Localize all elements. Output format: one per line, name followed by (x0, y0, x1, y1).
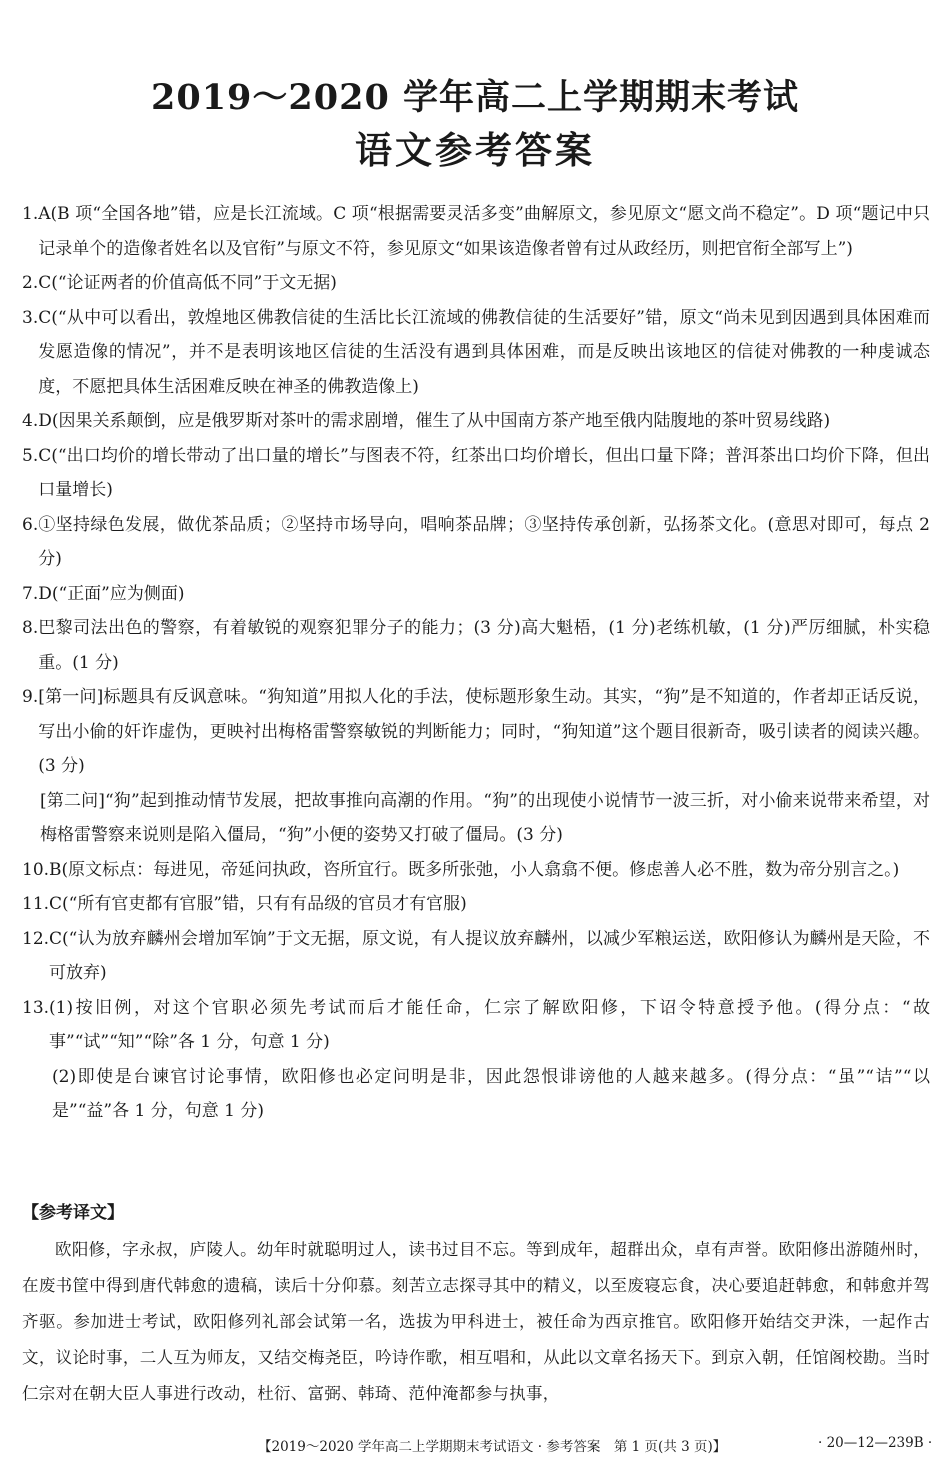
answer-text: C(“出口均价的增长带动了出口量的增长”与图表不符，红茶出口均价增长，但出口量下降；普洱茶出口均价下降，但出口量增长) (38, 445, 930, 500)
answer-text: C(“认为放弃麟州会增加军饷”于文无据，原文说，有人提议放弃麟州，以减少军粮运送，欧阳修认为麟州是天险，不可放弃) (49, 928, 930, 983)
translation-body: 欧阳修，字永叔，庐陵人。幼年时就聪明过人，读书过目不忘。等到成年，超群出众，卓有声誉。欧阳修出游随州时，在废书筐中得到唐代韩愈的遗稿，读后十分仰慕。刻苦立志探寻其中的精义，以至废寝忘食，决心要追赶韩愈，和韩愈并驾齐驱。参加进士考试，欧阳修列礼部会试第一名，选拔为甲科进士，被任命为西京推官。欧阳修开始结交尹洙，一起作古文，议论时事，二人互为师友，又结交梅尧臣，吟诗作歌，相互唱和，从此以文章名扬天下。到京入朝，任馆阁校勘。当时仁宗对在朝大臣人事进行改动，杜衍、富弼、韩琦、范仲淹都参与执事， (22, 1240, 930, 1403)
answer-item (22, 266, 930, 301)
answer-text: D(“正面”应为侧面) (38, 583, 185, 604)
answer-number: 5. (22, 445, 39, 466)
answer-item (22, 853, 930, 888)
answer-continuation: (2)即使是台谏官讨论事情，欧阳修也必定问明是非，因此怨恨诽谤他的人越来越多。(得分点：“虽”“诘”“以是”“益”各 1 分，句意 1 分) (52, 1066, 930, 1121)
answer-number: 7. (22, 583, 39, 604)
answer-text: (1)按旧例，对这个官职必须先考试而后才能任命，仁宗了解欧阳修，下诏令特意授予他。(得分点：“故事”“试”“知”“除”各 1 分，句意 1 分) (49, 997, 930, 1052)
answer-continuation: [第二问]“狗”起到推动情节发展，把故事推向高潮的作用。“狗”的出现使小说情节一波三折，对小偷来说带来希望，对梅格雷警察来说则是陷入僵局，“狗”小便的姿势又打破了僵局。(3 分) (40, 790, 930, 845)
answer-text: B(原文标点：每进见，帝延问执政，咨所宜行。既多所张弛，小人翕翕不便。修虑善人必不胜，数为帝分别言之。) (49, 859, 900, 880)
footer-code: · 20—12—239B · (818, 1435, 933, 1451)
answer-number: 6. (22, 514, 39, 535)
answer-item (22, 508, 930, 577)
answer-number: 13. (22, 997, 50, 1018)
answer-list (22, 197, 930, 1129)
answer-number: 1. (22, 204, 39, 224)
answer-item (22, 301, 930, 405)
answer-item (22, 439, 930, 508)
answer-text: 巴黎司法出色的警察，有着敏锐的观察犯罪分子的能力；(3 分)高大魁梧，(1 分)老练机敏，(1 分)严厉细腻，朴实稳重。(1 分) (38, 618, 930, 673)
footer-text: 【2019～2020 学年高二上学期期末考试语文 · 参考答案 第 1 页(共 3 页)】 (258, 1439, 727, 1455)
answer-text: C(“从中可以看出，敦煌地区佛教信徒的生活比长江流域的佛教信徒的生活要好”错，原文“尚未见到因遇到具体困难而发愿造像的情况”，并不是表明该地区信徒的生活没有遇到具体困难，而是反映出该地区的信徒对佛教的一种虔诚态度，不愿把具体生活困难反映在神圣的佛教造像上) (38, 307, 930, 397)
answer-number: 12. (22, 928, 50, 949)
answer-text: ①坚持绿色发展，做优茶品质；②坚持市场导向，唱响茶品牌；③坚持传承创新，弘扬茶文化。(意思对即可，每点 2 分) (38, 514, 930, 569)
answer-item (22, 404, 930, 439)
answer-item (22, 611, 930, 680)
answer-number: 8. (22, 618, 39, 638)
answer-number: 11. (22, 894, 50, 914)
page-title: 2019～2020 学年高二上学期期末考试 (150, 77, 799, 118)
answer-text: [第一问]标题具有反讽意味。“狗知道”用拟人化的手法，使标题形象生动。其实，“狗”是不知道的，作者却正话反说，写出小偷的奸诈虚伪，更映衬出梅格雷警察敏锐的判断能力；同时，“狗知道”这个题目很新奇，吸引读者的阅读兴趣。(3 分) (38, 687, 930, 776)
answer-text: C(“所有官吏都有官服”错，只有有品级的官员才有官服) (49, 894, 467, 914)
answer-item (22, 922, 930, 991)
answer-text: C(“论证两者的价值高低不同”于文无据) (38, 273, 337, 293)
translation-heading: 【参考译文】 (22, 1203, 124, 1223)
answer-item (22, 577, 930, 612)
answer-item (22, 680, 930, 784)
answer-item (22, 887, 930, 922)
answer-number: 4. (22, 411, 39, 431)
answer-number: 9. (22, 687, 39, 707)
answer-item (22, 197, 930, 266)
answer-text: A(B 项“全国各地”错，应是长江流域。C 项“根据需要灵活多变”曲解原文，参见原文“愿文尚不稳定”。D 项“题记中只记录单个的造像者姓名以及官衔”与原文不符，参见原文“如果该造像者曾有过从政经历，则把官衔全部写上”) (38, 204, 930, 259)
page-subtitle: 语文参考答案 (355, 128, 595, 172)
answer-number: 2. (22, 273, 39, 293)
answer-text: D(因果关系颠倒，应是俄罗斯对茶叶的需求剧增，催生了从中国南方茶产地至俄内陆腹地的茶叶贸易线路) (38, 411, 831, 431)
answer-number: 10. (22, 859, 50, 880)
answer-number: 3. (22, 307, 39, 328)
answer-item (22, 991, 930, 1060)
